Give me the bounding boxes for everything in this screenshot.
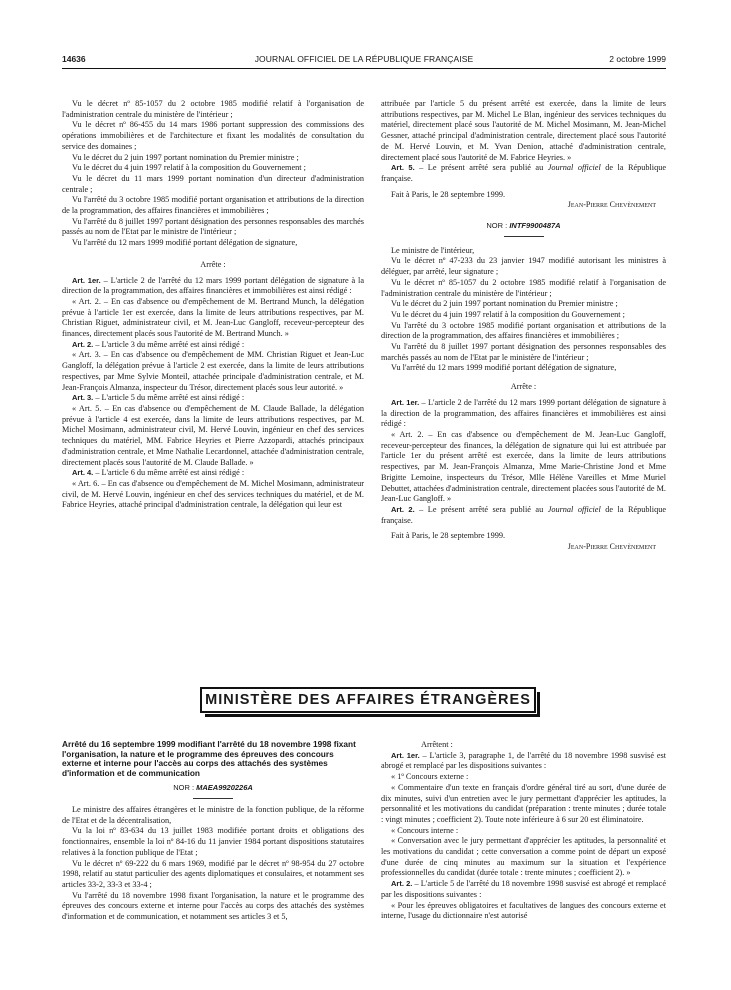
left-paragraph: Vu le décret nº 86-455 du 14 mars 1986 portant suppression des commissions des opérations immobilières et de l'architecture et fixant les modalités de consultation du service des domaines ;	[62, 120, 364, 151]
arrete-heading: Arrête :	[200, 259, 226, 269]
article-5: Art. 5. – Le présent arrêté sera publié au Journal officiel de la République française.	[381, 163, 666, 183]
signing-place-date: Fait à Paris, le 28 septembre 1999.	[391, 189, 506, 199]
nor-reference: NOR : INTF9900487A	[381, 221, 666, 237]
signing-place-date: Fait à Paris, le 28 septembre 1999.	[391, 531, 506, 541]
journal-title: JOURNAL OFFICIEL DE LA RÉPUBLIQUE FRANÇAISE	[254, 54, 474, 64]
signature: Jean-Pierre Chevènement	[567, 542, 656, 552]
article-label: Art. 1er.	[72, 275, 101, 285]
article-label: Art. 4.	[72, 468, 94, 478]
bottom-left-paragraph: Vu le décret nº 69-222 du 6 mars 1969, modifié par le décret nº 98-954 du 27 octobre 1998, relatif au statut particulier des agents diplomatiques et consulaires, et notamment ses articles 33-2, 33-3 et 33-4 ;	[62, 858, 364, 889]
divider	[193, 798, 233, 799]
bottom-right-column	[381, 740, 666, 922]
left-paragraph: Vu l'arrêté du 8 juillet 1997 portant désignation des personnes responsables des marchés passés au nom de l'Etat par le ministre de l'intérieur ;	[62, 216, 364, 237]
right-paragraph: Vu le décret du 4 juin 1997 relatif à la composition du Gouvernement ;	[391, 309, 625, 319]
right-column	[381, 99, 666, 553]
arrete-heading: Arrête :	[510, 382, 537, 392]
left-paragraph: Vu le décret du 11 mars 1999 portant nomination d'un directeur d'administration centrale ;	[62, 173, 364, 194]
article-label: Art. 3.	[72, 393, 94, 403]
article-2-quote: « Art. 3. – En cas d'absence ou d'empêchement de MM. Christian Riguet et Jean-Luc Gangloff, la délégation prévue à l'article 2 est exercée, dans la limite de leurs attributions respectives, par Mme Sylvie Monteil, attachée principale d'administration centrale, et M. Jean-François Almanza, inspecteur du Trésor, directement placés sous leur autorité. »	[62, 350, 364, 392]
page-number: 14636	[62, 54, 86, 64]
ministry-heading: MINISTÈRE DES AFFAIRES ÉTRANGÈRES	[200, 687, 536, 713]
article-1: Art. 1er. – L'article 2 de l'arrêté du 12 mars 1999 portant délégation de signature à la direction de la programmation, des affaires financières et immobilières est ainsi rédigé :	[62, 275, 364, 296]
bottom-left-paragraph: Vu la loi nº 83-634 du 13 juillet 1983 modifiée portant droits et obligations des fonctionnaires, ensemble la loi nº 84-16 du 11 janvier 1984 portant dispositions statutaires relatives à la fonction publique de l'Etat ;	[62, 826, 364, 857]
left-paragraph: Vu le décret nº 85-1057 du 2 octobre 1985 modifié relatif à l'organisation de l'administration centrale du ministère de l'intérieur ;	[62, 99, 364, 119]
article-2: Art. 2. – L'article 3 du même arrêté est ainsi rédigé :	[72, 339, 245, 349]
left-paragraph: Vu l'arrêté du 3 octobre 1985 modifié portant organisation et attributions de la direction de la programmation, des affaires financières et immobilières ;	[62, 195, 364, 216]
nor-code: MAEA9920226A	[196, 783, 253, 793]
issue-date: 2 octobre 1999	[609, 54, 666, 64]
left-column	[62, 99, 364, 511]
right-paragraph: Vu l'arrêté du 12 mars 1999 modifié portant délégation de signature,	[391, 363, 617, 373]
right-paragraph: Vu l'arrêté du 3 octobre 1985 modifié portant organisation et attributions de la direction de la programmation, des affaires financières et immobilières ;	[381, 320, 666, 341]
left-paragraph: Vu le décret du 2 juin 1997 portant nomination du Premier ministre ;	[72, 152, 299, 162]
continuation-paragraph: attribuée par l'article 5 du présent arrêté est exercée, dans la limite de leurs attributions respectives, par M. Michel Le Blan, ingénieur des services techniques du matériel, directement placé sous l'autorité de M. Michel Mosimann, M. Jean-Michel Gessner, attaché principal d'administration centrale, directement placé sous l'autorité de M. Hervé Louvin, et M. Yvan Denion, attaché d'administration centrale, directement placé sous l'autorité de M. Fabrice Heyries. »	[381, 99, 666, 162]
article-4-quote: « Art. 6. – En cas d'absence ou d'empêchement de M. Michel Mosimann, administrateur civil, de M. Hervé Louvin, ingénieur en chef des services techniques du matériel, et de M. Fabrice Heyries, attaché principal d'administration centrale, la délégation qui leur est	[62, 478, 364, 510]
bottom-right-paragraph: « Conversation avec le jury permettant d'apprécier les aptitudes, la personnalité et les motivations du candidat ; cette conversation a comme point de départ un exposé d'une durée de cinq minutes au maximum sur la situation et l'expérience professionnelles du candidat (durée totale : trente minutes ; coefficient 2). »	[381, 836, 666, 878]
left-paragraph: Vu l'arrêté du 12 mars 1999 modifié portant délégation de signature,	[72, 238, 298, 248]
right-paragraph: Vu le décret nº 85-1057 du 2 octobre 1985 modifié relatif à l'organisation de l'administration centrale du ministère de l'intérieur ;	[381, 277, 666, 298]
article-2: Art. 2. – Le présent arrêté sera publié au Journal officiel de la République française.	[381, 504, 666, 525]
right-paragraph: Vu le décret du 2 juin 1997 portant nomination du Premier ministre ;	[391, 299, 618, 309]
article-label: Art. 1er.	[391, 750, 420, 760]
nor-code: INTF9900487A	[509, 221, 561, 231]
arretent-heading: Arrêtent :	[421, 740, 453, 749]
divider	[504, 236, 544, 237]
article-label: Art. 2.	[72, 339, 94, 349]
nor-reference: NOR : MAEA9920226A	[62, 783, 364, 799]
article-3-quote: « Art. 5. – En cas d'absence ou d'empêchement de M. Claude Ballade, la délégation prévue à l'article 4 est exercée, dans la limite de leurs attributions respectives, par M. Michel Mosimann, administrateur civil, M. Hervé Louvin, ingénieur en chef des services techniques du matériel, MM. Fabrice Heyries et Pierre Azzopardi, attachés principaux d'administration centrale, et Mme Nathalie Lecardonnel, attachée d'administration centrale, directement placés sous l'autorité de M. Claude Ballade. »	[62, 403, 364, 467]
decree-title: Arrêté du 16 septembre 1999 modifiant l'arrêté du 18 novembre 1998 fixant l'organisation, la nature et le programme des épreuves des concours externe et interne pour l'accès au corps des attachés des systèmes d'information et de communication	[62, 739, 356, 778]
article-label: Art. 1er.	[391, 397, 420, 407]
article-1-quote: « Art. 2. – En cas d'absence ou d'empêchement de M. Jean-Luc Gangloff, receveur-percepteur des finances, la délégation de signature qui lui est attribuée par l'article 1er du présent arrêté est exercée, dans la limite de leurs attributions respectives, par M. Jean-François Almanza, Mme Marie-Christine Jond et Mme Brigitte Lemoine, inspecteurs du Trésor, Mlle Hélène Vareilles et Mme Muriel Debuttet, attachées d'administration centrale, directement placées sous l'autorité de M. Jean-Luc Gangloff. »	[381, 429, 666, 504]
article-1: Art. 1er. – L'article 2 de l'arrêté du 12 mars 1999 portant délégation de signature à la direction de la programmation, des affaires financières et immobilières est ainsi rédigé :	[381, 397, 666, 429]
article-label: Art. 2.	[391, 504, 415, 514]
bottom-right-paragraph: « Concours interne :	[391, 825, 459, 835]
article-1-quote: « Art. 2. – En cas d'absence ou d'empêchement de M. Bertrand Munch, la délégation prévue à l'article 1er est exercée, dans la limite de leurs attributions respectives, par M. Christian Riguet, administrateur civil, et M. Jean-Luc Gangloff, receveur-percepteur des finances, directement placés sous l'autorité de M. Bertrand Munch. »	[62, 296, 364, 339]
article-1: Art. 1er. – L'article 3, paragraphe 1, de l'arrêté du 18 novembre 1998 susvisé est abrogé et remplacé par les dispositions suivantes :	[381, 750, 666, 771]
signature: Jean-Pierre Chevènement	[567, 200, 656, 210]
bottom-right-paragraph: « 1º Concours externe :	[391, 772, 469, 782]
header-rule	[62, 68, 666, 69]
article-label: Art. 2.	[391, 879, 413, 889]
bottom-right-paragraph: « Pour les épreuves obligatoires et facultatives de langues des concours externe et interne, l'usage du dictionnaire n'est autorisé	[381, 900, 666, 921]
bottom-right-paragraph: « Commentaire d'un texte en français d'ordre général tiré au sort, d'une durée de dix minutes, suivi d'un entretien avec le jury permettant d'apprécier les aptitudes, la personnalité et les motivations du candidat (préparation : trente minutes ; durée totale : vingt minutes ; coefficient 2). Toute note inférieure à 6 sur 20 est éliminatoire.	[381, 782, 666, 824]
article-4: Art. 4. – L'article 6 du même arrêté est ainsi rédigé :	[72, 468, 245, 478]
bottom-left-paragraph: Le ministre des affaires étrangères et le ministre de la fonction publique, de la réforme de l'Etat et de la décentralisation,	[62, 805, 364, 825]
right-paragraph: Vu l'arrêté du 8 juillet 1997 portant désignation des personnes responsables des marchés passés au nom de l'Etat par le ministère de l'intérieur ;	[381, 342, 666, 362]
article-label: Art. 5.	[391, 163, 415, 173]
right-paragraph: Vu le décret nº 47-233 du 23 janvier 1947 modifié autorisant les ministres à déléguer, par arrêté, leur signature ;	[381, 256, 666, 277]
article-3: Art. 3. – L'article 5 du même arrêté est ainsi rédigé :	[72, 393, 245, 403]
bottom-left-paragraph: Vu l'arrêté du 18 novembre 1998 fixant l'organisation, la nature et le programme des épreuves des concours externe et interne pour l'accès au corps des attachés des systèmes d'information et de communication, et notamment ses articles 3 et 5,	[62, 890, 364, 922]
article-2: Art. 2. – L'article 5 de l'arrêté du 18 novembre 1998 susvisé est abrogé et remplacé par les dispositions suivantes :	[381, 879, 666, 899]
intro: Le ministre de l'intérieur,	[391, 245, 475, 255]
left-paragraph: Vu le décret du 4 juin 1997 relatif à la composition du Gouvernement ;	[72, 163, 306, 173]
bottom-left-column	[62, 740, 364, 923]
